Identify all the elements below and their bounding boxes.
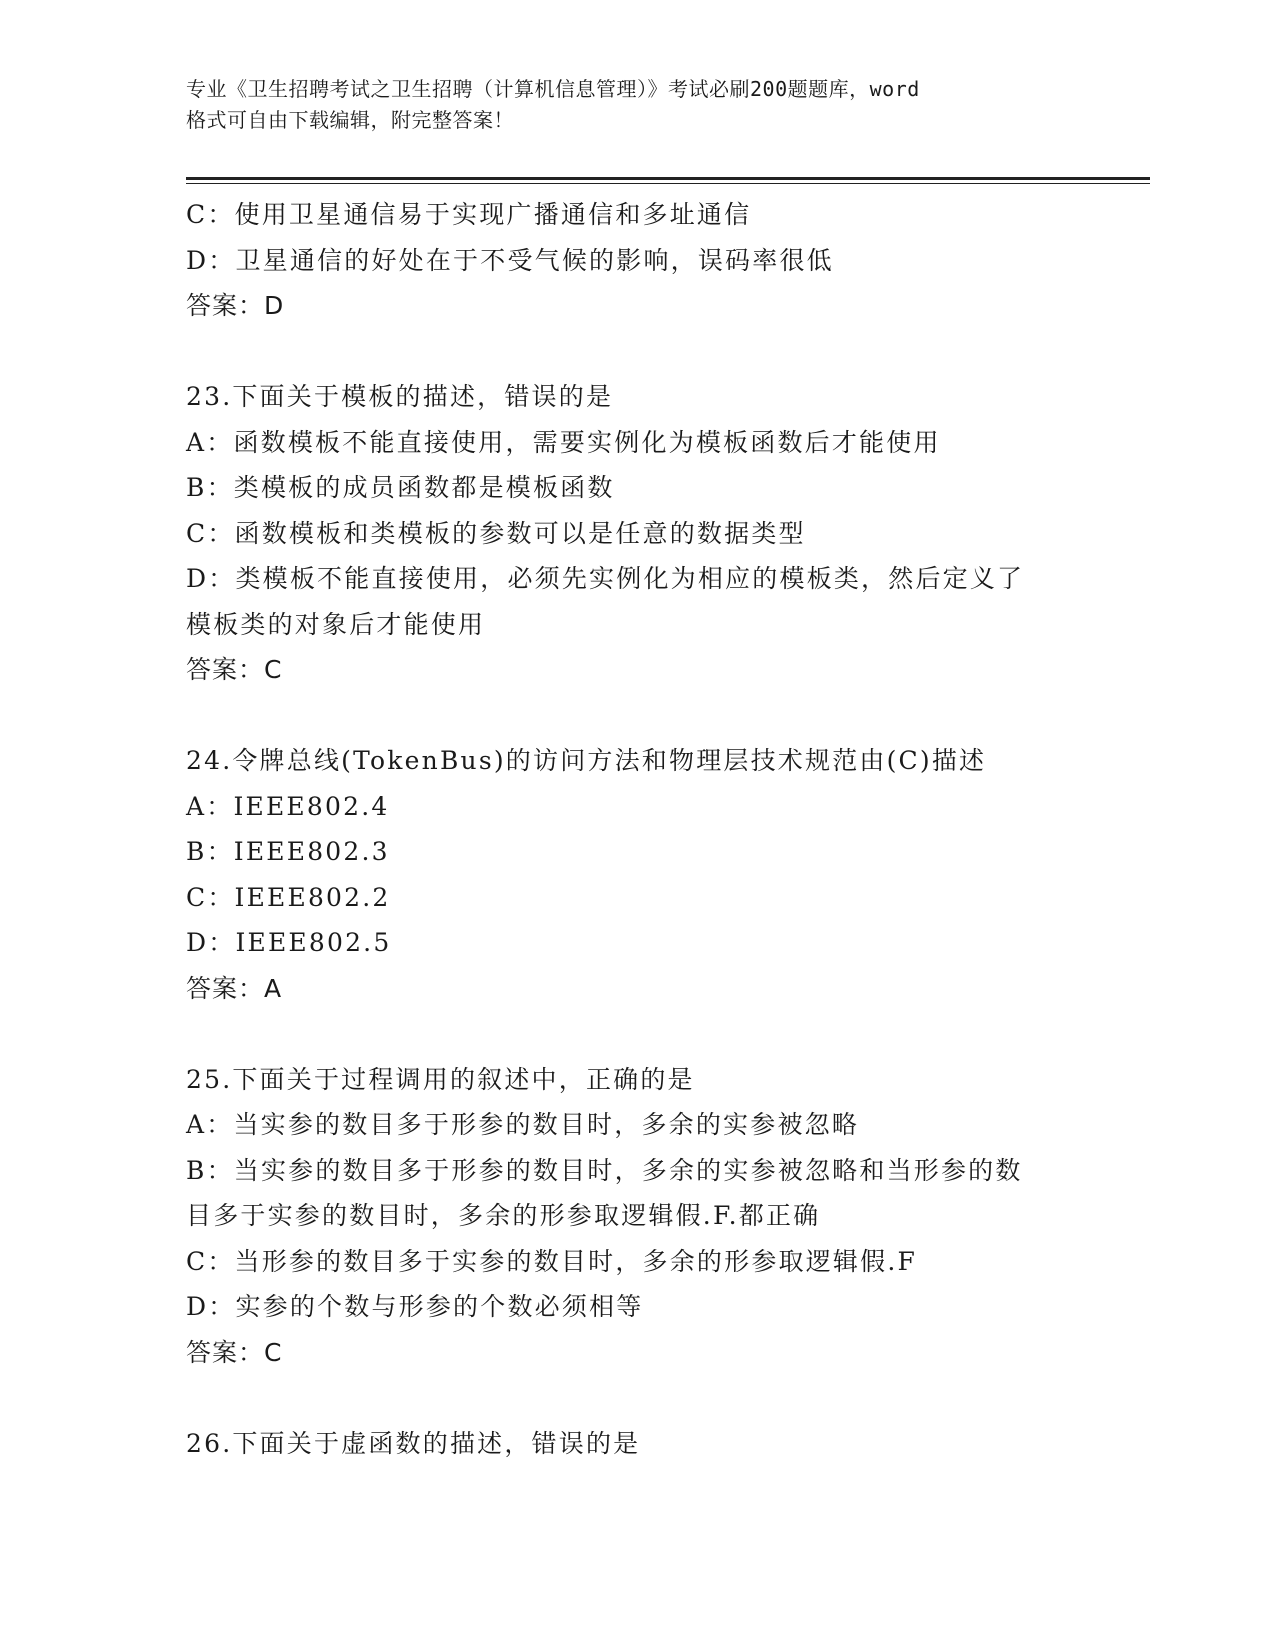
prev-answer: 答案：D xyxy=(186,291,285,320)
header-line-1: 专业《卫生招聘考试之卫生招聘（计算机信息管理）》考试必刷200题题库，word xyxy=(186,77,920,101)
spacer xyxy=(186,693,1150,739)
document-header xyxy=(186,74,1086,136)
question-list xyxy=(186,192,1150,1466)
q24-option-d: D：IEEE802.5 xyxy=(186,928,392,957)
q26-question: 26.下面关于虚函数的描述，错误的是 xyxy=(186,1428,641,1458)
q24-option-b: B：IEEE802.3 xyxy=(186,837,390,866)
prev-option-c: C：使用卫星通信易于实现广播通信和多址通信 xyxy=(186,200,752,229)
q23-option-d-line-1: D：类模板不能直接使用，必须先实例化为相应的模板类，然后定义了 xyxy=(186,564,1025,593)
q25-option-c: C：当形参的数目多于实参的数目时，多余的形参取逻辑假.F xyxy=(186,1246,918,1276)
q25-option-a: A：当实参的数目多于形参的数目时，多余的实参被忽略 xyxy=(186,1110,860,1139)
header-divider-thin xyxy=(186,183,1150,184)
q23-answer: 答案：C xyxy=(186,655,283,684)
header-divider-thick xyxy=(186,177,1150,180)
spacer xyxy=(186,1011,1150,1057)
q25-option-b-line-2: 目多于实参的数目时，多余的形参取逻辑假.F.都正确 xyxy=(186,1201,821,1230)
q23-option-a: A：函数模板不能直接使用，需要实例化为模板函数后才能使用 xyxy=(186,427,941,457)
q23-option-d-line-2: 模板类的对象后才能使用 xyxy=(186,609,486,639)
q25-answer: 答案：C xyxy=(186,1337,283,1367)
spacer xyxy=(186,1375,1150,1421)
q24-question: 24.令牌总线(TokenBus)的访问方法和物理层技术规范由(C)描述 xyxy=(186,746,987,775)
q24-option-c: C：IEEE802.2 xyxy=(186,882,391,912)
q25-option-d: D：实参的个数与形参的个数必须相等 xyxy=(186,1292,644,1321)
q24-option-a: A：IEEE802.4 xyxy=(186,791,390,821)
q23-option-b: B：类模板的成员函数都是模板函数 xyxy=(186,473,615,502)
prev-option-d: D：卫星通信的好处在于不受气候的影响，误码率很低 xyxy=(186,245,834,275)
q23-question: 23.下面关于模板的描述，错误的是 xyxy=(186,382,614,411)
q25-question: 25.下面关于过程调用的叙述中，正确的是 xyxy=(186,1064,695,1094)
spacer xyxy=(186,329,1150,375)
header-line-2: 格式可自由下载编辑，附完整答案！ xyxy=(186,108,514,132)
q24-answer: 答案：A xyxy=(186,973,283,1003)
q23-option-c: C：函数模板和类模板的参数可以是任意的数据类型 xyxy=(186,518,806,548)
q25-option-b-line-1: B：当实参的数目多于形参的数目时，多余的实参被忽略和当形参的数 xyxy=(186,1155,1023,1185)
